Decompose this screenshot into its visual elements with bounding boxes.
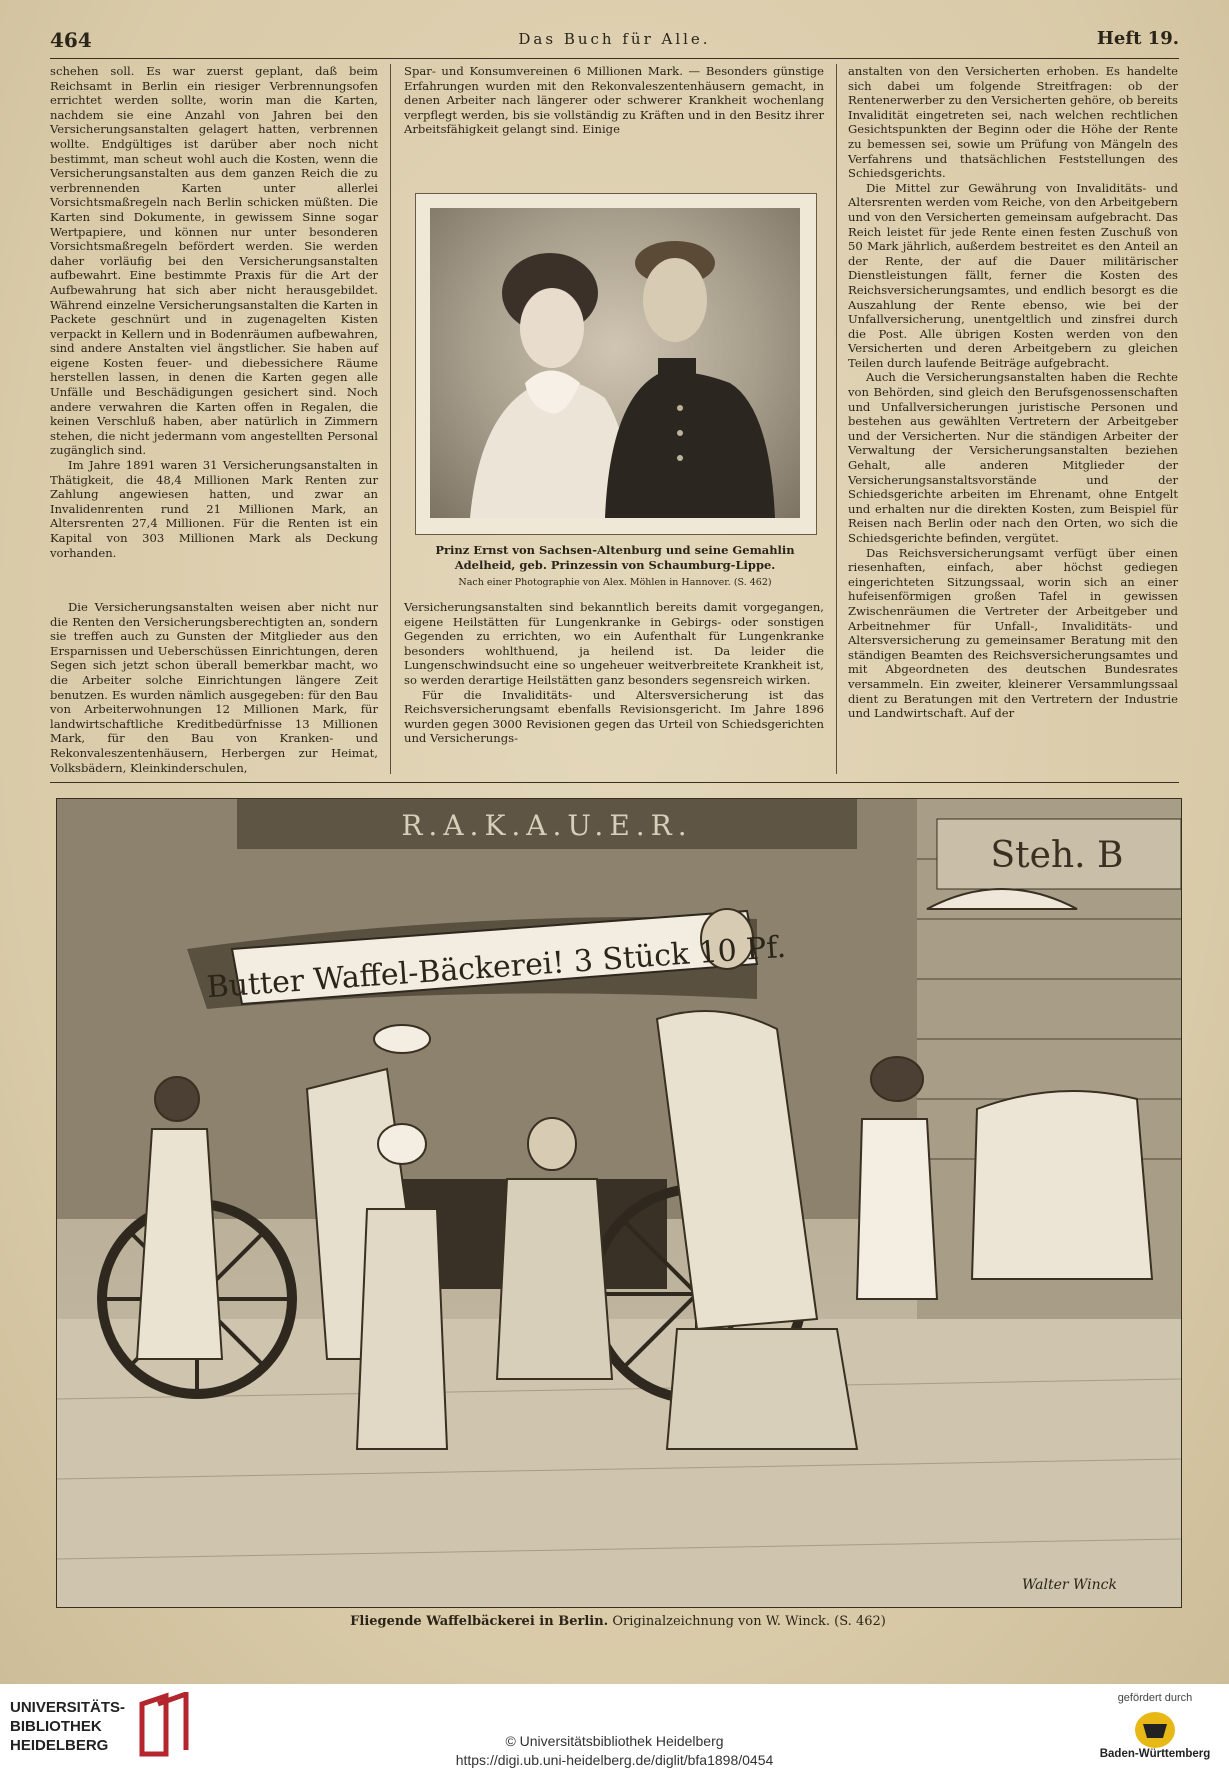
illustration-caption	[56, 1614, 1180, 1629]
state-seal-icon	[1133, 1710, 1177, 1750]
paragraph: Die Mittel zur Gewährung von Invaliditäts- und Altersrenten werden vom Reiche, von den Arbeitgebern und von den Versicherten gemeinsam aufgebracht. Das Reich leistet für jede Rente einen festen Zuschuß von 50 Mark jährlich, außerdem bestreitet es den Anteil an der Rente, der auf die Dauer militärischer Dienstleistungen fällt, ferner die Kosten des Reichsversicherungsamtes, und endlich besorgt es die Auszahlung der Rente ebenso, wie bei der Unfallversicherung, unentgeltlich und zinsfrei durch die Post. Alle übrigen Kosten werden von den Versicherten und deren Arbeitgebern zu gleichen Teilen durch laufende Beiträge aufgebracht.	[848, 180, 1178, 370]
paragraph: anstalten von den Versicherten erhoben. Es handelte sich dabei um folgende Streitfragen: ob der Rentenerwerber zu den Versicherten gehöre, ob bereits Invalidität eingetreten sei, nach welchen rechtlichen Gesichtspunkten der Beginn oder die Höhe der Rente zu bemessen sei, sowie um Prüfung von Mängeln des Verfahrens und thatsächlichen Feststellungen des Schiedsgerichts.	[848, 64, 1178, 181]
library-name-line: UNIVERSITÄTS-	[10, 1699, 126, 1716]
issue-number: Heft 19.	[1096, 28, 1179, 49]
column-left-lower	[50, 600, 378, 775]
page-number: 464	[50, 28, 92, 52]
page-header	[50, 22, 1179, 56]
illustration-drawing	[57, 799, 1181, 1607]
copyright-block	[0, 1732, 1229, 1770]
paragraph: schehen soll. Es war zuerst geplant, daß beim Reichsamt in Berlin ein riesiger Verbrennungsofen errichtet werden sollte, worin man die Karten, nachdem sie eine Anzahl von Jahren bei den Versicherungsanstalten gelagert hatten, verbrennen wollte. Endgültiges ist darüber aber noch nicht bestimmt, man scheut wohl auch die Kosten, wenn die Versicherungsanstalten aus dem ganzen Reich die zu verbrennenden Karten unter allerlei Vorsichtsmaßregeln nach Berlin schicken müßten. Die Karten sind Dokumente, in gewissem Sinne sogar Wertpapiere, und können nur unter besonderen Vorsichtsmaßregeln befördert werden. Sie werden daher vorläufig bei den Versicherungsanstalten aufbewahrt. Eine bestimmte Praxis für die Art der Aufbewahrung hat sich aber nicht herausgebildet. Während einzelne Versicherungsanstalten die Karten in Packete geschnürt und in zugenagelten Kisten verpackt in Kellern und in Bodenräumen aufbewahren, sind andere Anstalten viel ängstlicher. Sie haben auf eigene Kosten feuer- und diebessichere Räume herstellen lassen, in denen die Karten gegen alle Unfälle und Beschädigungen gesichert sind. Noch andere verwahren die Karten offen in Regalen, die keinen Verschluß haben, aber natürlich in Zimmern stehen, die nicht jedermann vom angestellten Personal zugänglich sind.	[50, 64, 378, 458]
illustration-caption-title: Fliegende Waffelbäckerei in Berlin.	[350, 1614, 609, 1629]
paragraph: Spar- und Konsumvereinen 6 Millionen Mark. — Besonders günstige Erfahrungen wurden mit den Rekonvaleszentenhäusern gemacht, in denen Arbeiter nach längerer oder schwerer Krankheit wochenlang verpflegt werden, bis sie vollständig zu Kräften und in den Besitz ihrer Arbeitsfähigkeit gelangt sind. Einige	[404, 64, 824, 137]
section-rule	[50, 782, 1179, 783]
paragraph: Versicherungsanstalten sind bekanntlich bereits damit vorgegangen, eigene Heilstätten für Lungenkranke in Gebirgs- oder sonstigen Gegenden zu errichten, wo ein Aufenthalt für Lungenkranke besonders wohlthuend, ja heilend ist. Da leider die Lungenschwindsucht eine so ungeheuer weitverbreitete Krankheit ist, so werden derartige Heilstätten ganz besonders segensreich wirken.	[404, 600, 824, 687]
running-title: Das Buch für Alle.	[518, 30, 711, 48]
funded-by-label: gefördert durch	[1117, 1692, 1193, 1704]
portrait-caption	[415, 543, 815, 590]
paragraph: Für die Invaliditäts- und Altersversicherung ist das Reichsversicherungsamt ebenfalls Revisionsgericht. Im Jahre 1896 wurden gegen 3000 Revisionen gegen das Urteil von Schiedsgerichten und Versicherungs-	[404, 687, 824, 746]
funder-logo[interactable]	[1095, 1692, 1215, 1770]
column-right	[848, 64, 1178, 721]
portrait-photo-frame	[415, 193, 817, 535]
header-rule	[50, 58, 1179, 59]
portrait-caption-title: Prinz Ernst von Sachsen-Altenburg und seine Gemahlin Adelheid, geb. Prinzessin von Schaumburg-Lippe.	[435, 543, 795, 572]
paragraph: Auch die Versicherungsanstalten haben die Rechte von Behörden, sind gleich den Berufsgenossenschaften und Unfallversicherungen juristische Personen und bestehen aus gewählten Vertretern der Arbeitgeber und der Versicherten. Nur die ständigen Arbeiter der Verwaltung der Versicherungsanstalten beziehen Gehalt, alle anderen Mitglieder der Versicherungsanstaltsvorstände und der Schiedsgerichte arbeiten im Ehrenamt, ohne Entgelt und erhalten nur die direkten Kosten, zum Beispiel für Reisen nach Berlin oder nach den Orten, wo sich die Schiedsgerichte befinden, vergütet.	[848, 370, 1178, 545]
column-separator	[390, 64, 391, 774]
column-middle-top	[404, 64, 824, 137]
portrait-caption-credit: Nach einer Photographie von Alex. Möhlen in Hannover. (S. 462)	[458, 577, 772, 588]
funder-name: Baden-Württemberg	[1099, 1748, 1211, 1760]
footer-bar	[0, 1684, 1229, 1773]
column-middle-lower	[404, 600, 824, 746]
copyright-text: © Universitätsbibliothek Heidelberg	[505, 1733, 724, 1749]
banner-text: Butter Waffel-Bäckerei! 3 Stück 10 Pf.	[205, 929, 788, 1006]
waffle-bakery-illustration	[56, 798, 1182, 1608]
library-name-line: HEIDELBERG	[10, 1737, 109, 1754]
paragraph: Im Jahre 1891 waren 31 Versicherungsanstalten in Thätigkeit, die 48,4 Millionen Mark Renten zur Zahlung angewiesen hatten, und zwar an Invalidenrenten rund 21 Millionen Mark, an Altersrenten 27,4 Millionen. Für die Renten ist ein Kapital von 303 Millionen Mark als Deckung vorhanden.	[50, 458, 378, 560]
column-separator	[836, 64, 837, 774]
permalink[interactable]: https://digi.ub.uni-heidelberg.de/diglit/bfa1898/0454	[455, 1752, 774, 1768]
paragraph: Das Reichsversicherungsamt verfügt über einen riesenhaften, einfach, aber höchst gediegen eingerichteten Sitzungssaal, worin sich an einer hufeisenförmigen großen Tafel in gewissen Zwischenräumen die Vertreter der Arbeitgeber und Arbeitnehmer für Unfall-, Invaliditäts- und Altersversicherung zu gemeinsamer Beratung mit den ständigen Beamten des Reichsversicherungsamtes und mit Abgeordneten des deutschen Bundesrates versammeln. Ein zweiter, kleinerer Versammlungssaal dient zu Beratungen mit den Vertretern der Industrie und Landwirtschaft. Auf der	[848, 545, 1178, 721]
library-name-line: BIBLIOTHEK	[10, 1718, 102, 1735]
column-left-top	[50, 64, 378, 560]
paragraph: Die Versicherungsanstalten weisen aber nicht nur die Renten den Versicherungsberechtigten an, sondern sie treffen auch zu Gunsten der Mitglieder aus den Ersparnissen und Ueberschüssen Einrichtungen, deren Segen sich jetzt schon überall bemerkbar macht, wo die Arbeiter solche Einrichtungen längere Zeit benutzen. Es wurden nämlich ausgegeben: für den Bau von Arbeiterwohnungen 12 Millionen Mark, für landwirtschaftliche Kreditbedürfnisse 13 Millionen Mark, für den Bau von Kranken- und Rekonvaleszentenhäusern, Herbergen zur Heimat, Volksbädern, Kleinkinderschulen,	[50, 600, 378, 775]
illustration-caption-credit: Originalzeichnung von W. Winck. (S. 462)	[612, 1614, 886, 1629]
artist-signature: Walter Winck	[1021, 1577, 1117, 1593]
portrait-photo	[430, 208, 800, 518]
shop-sign-text: R.A.K.A.U.E.R.	[401, 809, 693, 842]
wall-sign-text: Steh. B	[990, 835, 1124, 876]
portrait-figures	[430, 208, 800, 518]
